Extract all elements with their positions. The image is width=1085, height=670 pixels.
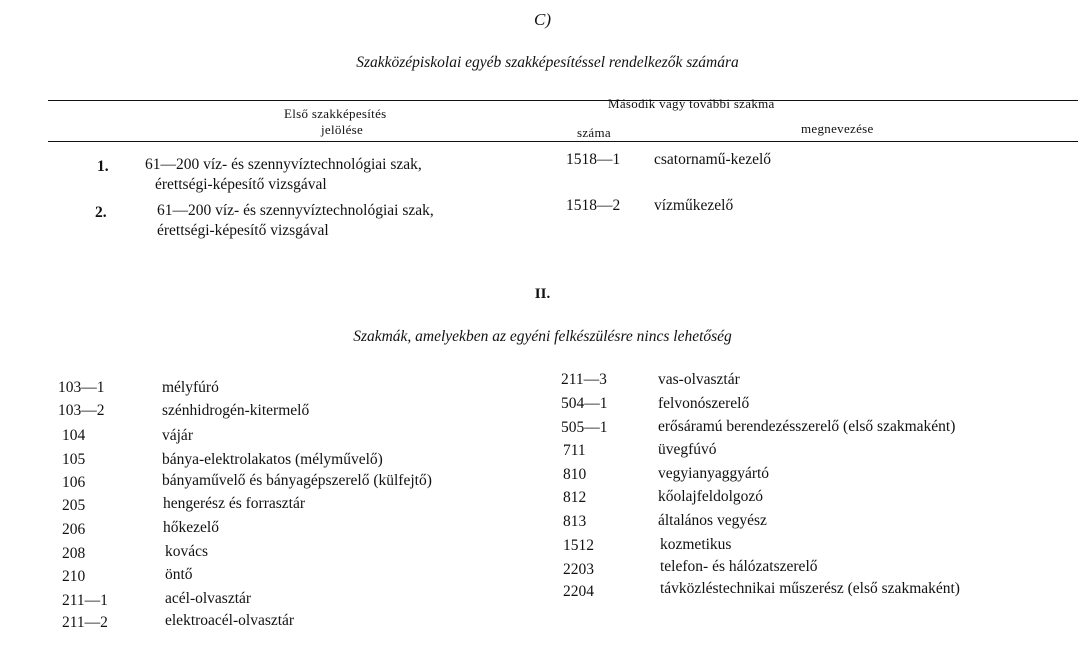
list-item-code: 205 — [62, 497, 86, 514]
row-desc-line1: 61—200 víz- és szennyvíztechnológiai szak, — [145, 156, 422, 173]
list-item-name: kozmetikus — [660, 536, 732, 553]
list-item-name: elektroacél-olvasztár — [165, 612, 295, 629]
list-item-name: erősáramú berendezésszerelő (első szakmaként) — [658, 418, 956, 435]
list-item-name: öntő — [165, 566, 193, 583]
list-item-code: 504—1 — [561, 395, 608, 412]
list-item-code: 208 — [62, 545, 86, 562]
list-item-code: 105 — [62, 451, 86, 468]
list-item-name: vas-olvasztár — [658, 371, 740, 388]
row-name: vízműkezelő — [654, 197, 734, 214]
list-item-code: 104 — [62, 427, 86, 444]
row-index: 1. — [97, 158, 109, 175]
list-item-code: 210 — [62, 568, 86, 585]
list-item-code: 206 — [62, 521, 86, 538]
table-header-rule — [48, 141, 1078, 142]
col-header-second-num: száma — [577, 125, 611, 140]
table-top-rule — [48, 100, 1078, 101]
list-item-code: 810 — [563, 466, 587, 483]
list-item-code: 103—1 — [58, 379, 105, 396]
row-code: 1518—2 — [566, 197, 621, 214]
col-header-second-name: megnevezése — [801, 121, 874, 136]
list-item-name: vájár — [162, 427, 193, 444]
list-item-code: 1512 — [563, 537, 594, 554]
section-ii-heading: II. — [534, 286, 551, 302]
list-item-name: kovács — [165, 543, 209, 560]
col-header-first: Első szakképesítés — [284, 106, 387, 121]
list-item-name: általános vegyész — [658, 512, 767, 529]
list-item-name: hengerész és forrasztár — [163, 495, 305, 512]
list-item-code: 211—3 — [561, 371, 607, 388]
col-header-second: Második vagy további szakma — [608, 96, 775, 111]
list-item-code: 103—2 — [58, 402, 105, 419]
list-item-code: 711 — [563, 442, 586, 459]
row-desc-line2: érettségi-képesítő vizsgával — [155, 176, 327, 193]
list-item-code: 106 — [62, 474, 86, 491]
list-item-name: telefon- és hálózatszerelő — [660, 558, 818, 575]
list-item-name: bányaművelő és bányagépszerelő (külfejtő) — [162, 472, 432, 489]
list-item-code: 505—1 — [561, 419, 608, 436]
list-item-name: kőolajfeldolgozó — [658, 488, 764, 505]
list-item-name: szénhidrogén-kitermelő — [162, 402, 310, 419]
list-item-code: 812 — [563, 489, 587, 506]
row-desc-line2: érettségi-képesítő vizsgával — [157, 222, 329, 239]
list-item-name: üvegfúvó — [658, 441, 717, 458]
row-code: 1518—1 — [566, 151, 621, 168]
list-item-name: mélyfúró — [162, 379, 219, 396]
list-item-name: acél-olvasztár — [165, 590, 252, 607]
section-c-heading: C) — [534, 10, 551, 29]
section-ii-title: Szakmák, amelyekben az egyéni felkészülésre nincs lehetőség — [353, 328, 732, 345]
list-item-code: 2203 — [563, 561, 594, 578]
row-index: 2. — [95, 204, 107, 221]
row-desc-line1: 61—200 víz- és szennyvíztechnológiai szak, — [157, 202, 434, 219]
list-item-code: 211—1 — [62, 592, 108, 609]
list-item-code: 2204 — [563, 583, 594, 600]
list-item-name: távközléstechnikai műszerész (első szakmaként) — [660, 580, 960, 597]
row-name: csatornamű-kezelő — [654, 151, 772, 168]
section-c-title: Szakközépiskolai egyéb szakképesítéssel rendelkezők számára — [356, 54, 739, 71]
list-item-code: 211—2 — [62, 614, 108, 631]
col-header-first-sub: jelölése — [321, 122, 364, 137]
list-item-name: bánya-elektrolakatos (mélyművelő) — [162, 451, 383, 468]
list-item-name: felvonószerelő — [658, 395, 750, 412]
list-item-name: hőkezelő — [163, 519, 219, 536]
list-item-name: vegyianyaggyártó — [658, 465, 770, 482]
list-item-code: 813 — [563, 513, 587, 530]
